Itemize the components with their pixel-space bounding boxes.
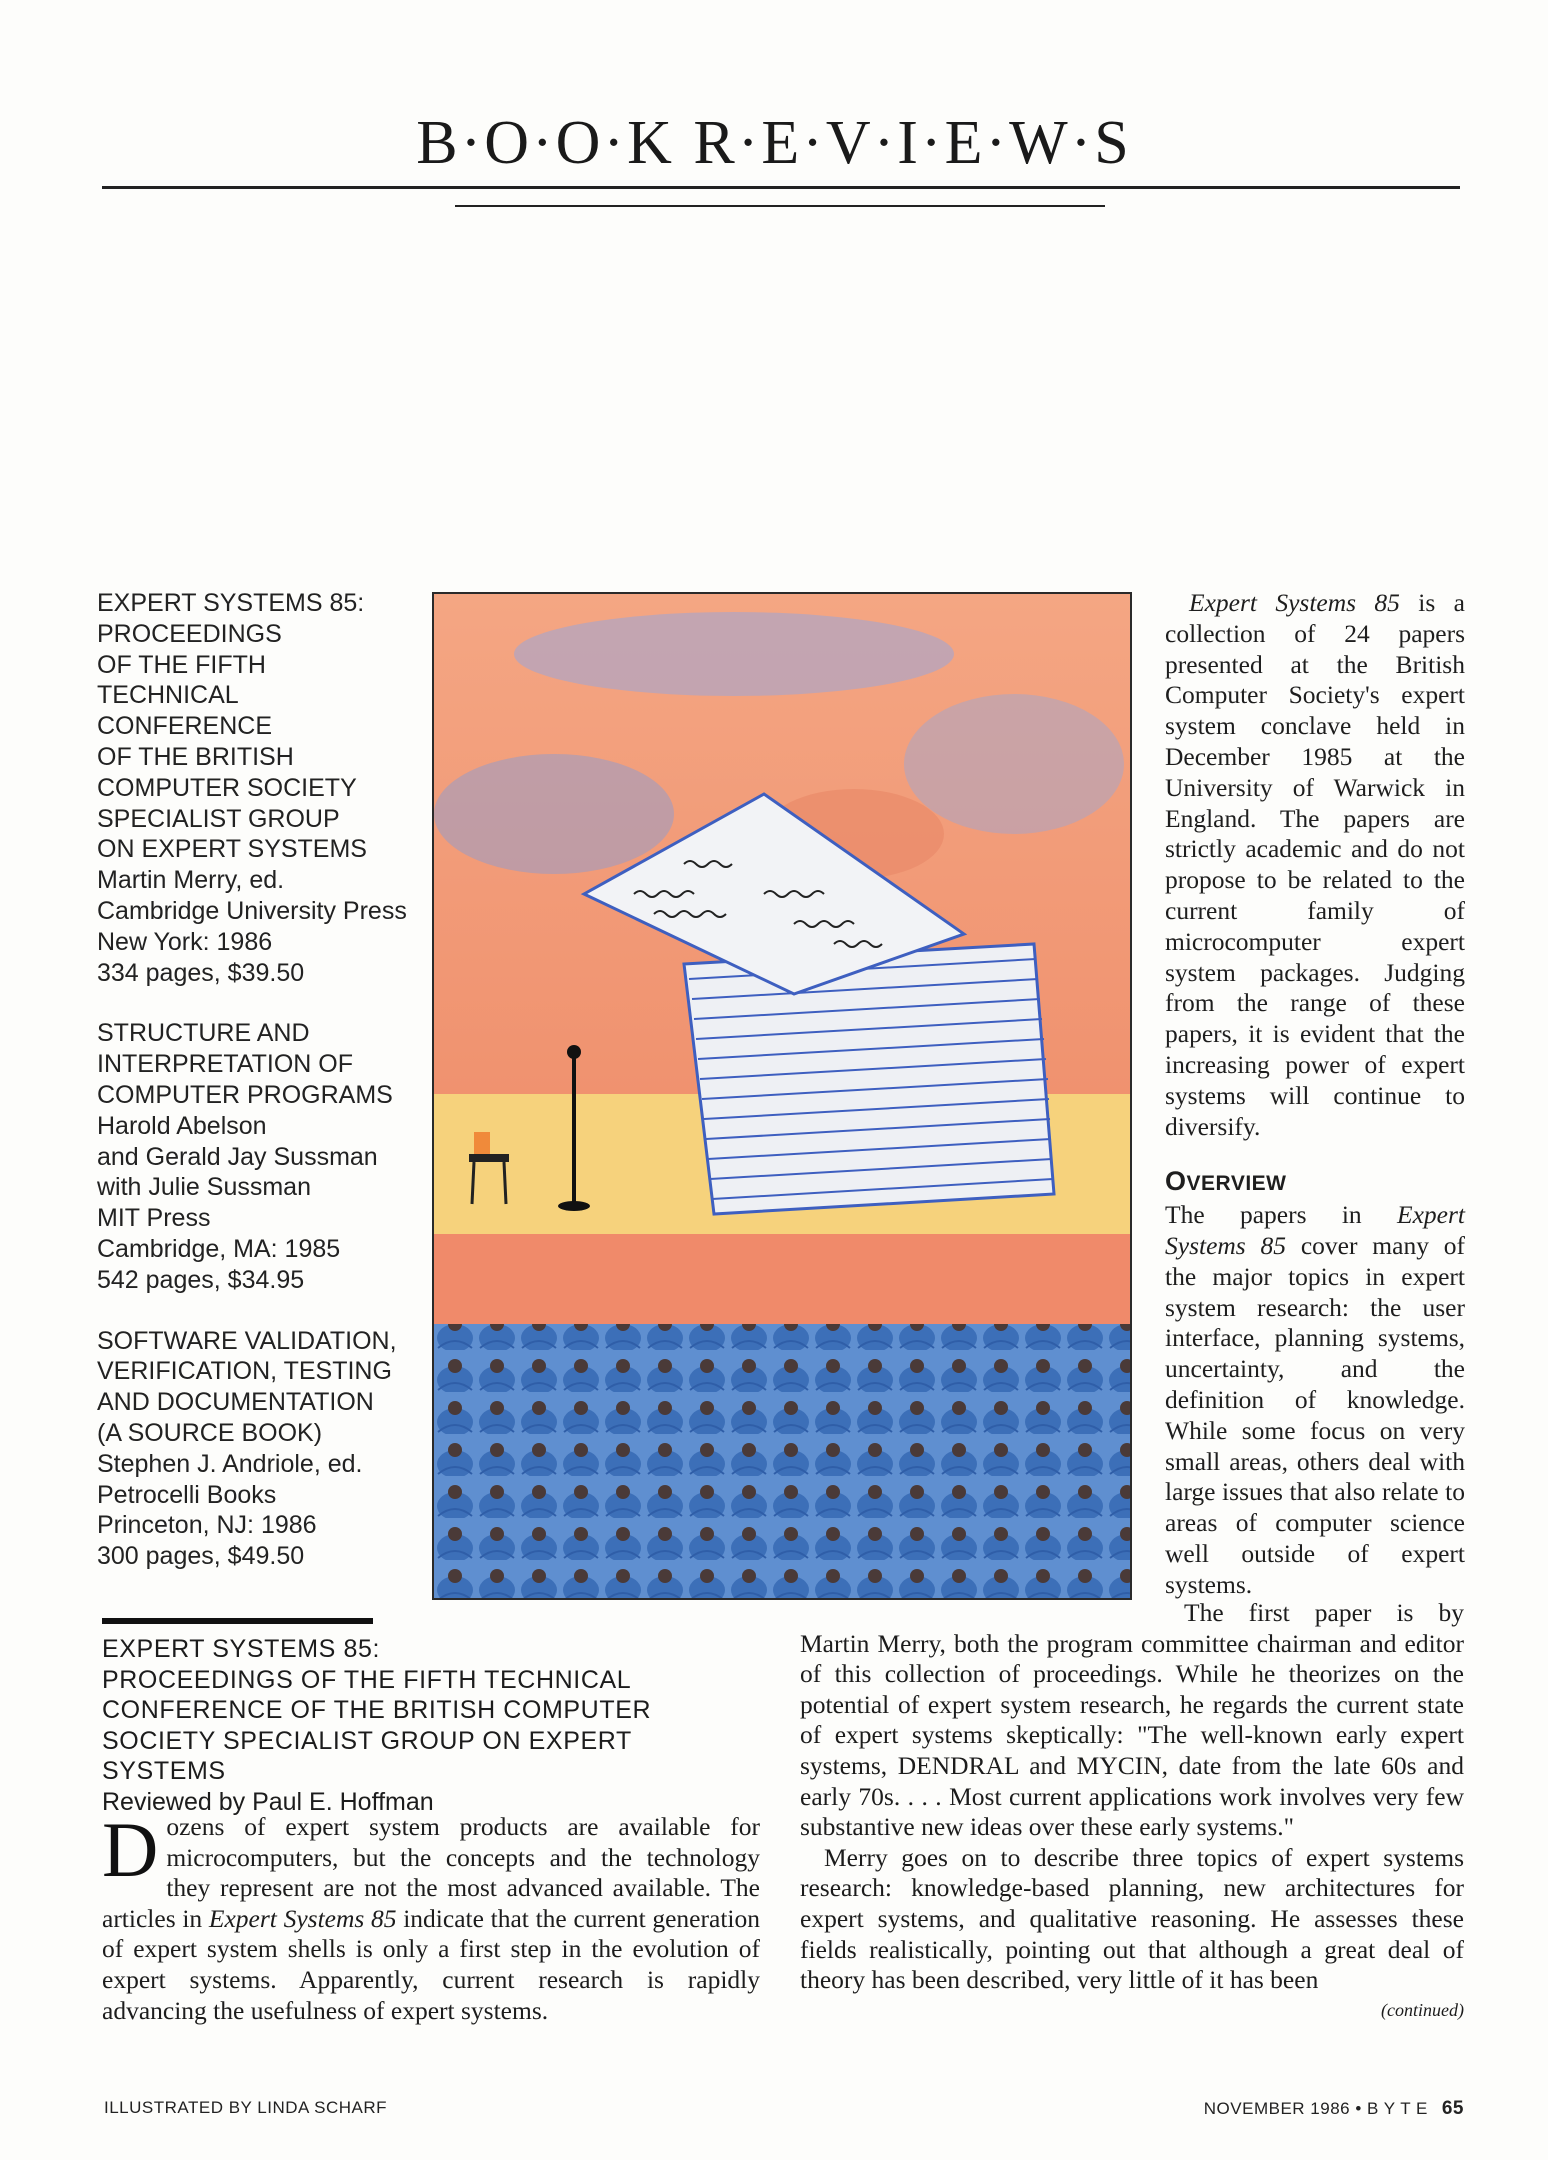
header-rule — [102, 186, 1460, 189]
reviewer-byline: Reviewed by Paul E. Hoffman — [102, 1787, 434, 1816]
book-line: MIT Press — [97, 1204, 211, 1233]
review-body — [102, 1806, 760, 2026]
book-list — [97, 588, 427, 1602]
book-line: COMPUTER SOCIETY — [97, 773, 357, 802]
book-line: ON EXPERT SYSTEMS — [97, 835, 367, 864]
book-line: SOFTWARE VALIDATION, — [97, 1326, 397, 1355]
page-number: 65 — [1441, 2098, 1464, 2119]
book-line: COMPUTER PROGRAMS — [97, 1080, 393, 1109]
book-line: Cambridge, MA: 1985 — [97, 1234, 341, 1263]
book-line: CONFERENCE — [97, 712, 273, 741]
right-column — [1165, 588, 1465, 1601]
body-paragraph: The first paper is by Martin Merry, both the program committee chairman and editor of this collection of proceedings. While he theorizes on the potential of expert system research, he regards the current state of expert systems skeptically: "The well-known early expert systems, DENDRAL and MYCIN, date from the late 60s and early 70s. . . . Most current applications work involves very few substantive new ideas over these early systems." — [800, 1598, 1464, 1842]
book-line: VERIFICATION, TESTING — [97, 1357, 392, 1386]
book-title-ref: Expert Systems 85 — [1165, 1200, 1465, 1260]
book-line: 334 pages, $39.50 — [97, 958, 305, 987]
book-entry — [97, 1018, 427, 1295]
paper-stack — [684, 944, 1054, 1214]
book-line: New York: 1986 — [97, 927, 273, 956]
book-line: SPECIALIST GROUP — [97, 804, 340, 833]
review-paragraph — [102, 1806, 760, 2026]
book-line: AND DOCUMENTATION — [97, 1388, 374, 1417]
illustrator-credit: ILLUSTRATED BY LINDA SCHARF — [104, 2098, 388, 2117]
overview-initial: O — [1165, 1166, 1187, 1197]
review-heading-line: SOCIETY SPECIALIST GROUP ON EXPERT SYSTEMS — [102, 1726, 632, 1785]
review-heading — [102, 1634, 762, 1817]
book-line: Stephen J. Andriole, ed. — [97, 1449, 363, 1478]
review-text: ozens of expert system products are available for microcomputers, but the concepts and the technology they represent are not the most advanced available. The articles in — [102, 1812, 760, 1933]
book-title-ref: Expert Systems 85 — [208, 1903, 397, 1933]
book-line: Princeton, NJ: 1986 — [97, 1511, 317, 1540]
book-line: 542 pages, $34.95 — [97, 1265, 305, 1294]
illustration-stage-art — [434, 594, 1132, 1600]
book-line: INTERPRETATION OF — [97, 1050, 354, 1079]
book-line: EXPERT SYSTEMS 85: — [97, 589, 365, 617]
book-line: Petrocelli Books — [97, 1480, 277, 1509]
book-line: 300 pages, $49.50 — [97, 1542, 305, 1571]
continued-marker: (continued) — [1381, 1999, 1464, 2020]
header-subrule — [455, 205, 1105, 207]
book-line: Martin Merry, ed. — [97, 866, 285, 895]
review-text: indicate that the current generation of expert system shells is only a first step in the evolution of expert systems. Apparently, current research is rapidly advancing the usefulness of expert systems. — [102, 1903, 760, 2025]
overview-heading — [1165, 1166, 1465, 1200]
review-heading-line: CONFERENCE OF THE BRITISH COMPUTER — [102, 1696, 652, 1724]
book-entry — [97, 1326, 427, 1572]
book-line: (A SOURCE BOOK) — [97, 1418, 323, 1447]
book-line: PROCEEDINGS — [97, 619, 282, 648]
intro-text: is a collection of 24 papers presented at the British Computer Society's expert system conclave held in December 1985 at the University of Warwick in England. The papers are strictly academic and do not propose to be related to the current family of microcomputer expert system packages. Judging from the range of these papers, it is evident that the increasing power of expert systems will continue to diversify. — [1165, 588, 1465, 1141]
book-entry — [97, 588, 427, 988]
book-line: Harold Abelson — [97, 1111, 267, 1140]
page-title: B·O·O·K R·E·V·I·E·W·S — [416, 109, 1132, 177]
overview-paragraph — [1165, 1200, 1465, 1600]
drop-cap: D — [102, 1806, 159, 1893]
overview-pre: The papers in — [1165, 1200, 1398, 1230]
book-line: with Julie Sussman — [97, 1173, 311, 1202]
book-line: STRUCTURE AND — [97, 1019, 310, 1048]
issue-info: NOVEMBER 1986 • B Y T E — [1203, 2099, 1428, 2118]
book-line: and Gerald Jay Sussman — [97, 1142, 378, 1171]
body-paragraph: Merry goes on to describe three topics of expert systems research: knowledge-based planning, new architectures for expert systems, and qualitative reasoning. He assesses these fields realistically, pointing out that although a great deal of theory has been described, very little of it has been — [800, 1842, 1464, 1995]
review-heading-line: EXPERT SYSTEMS 85: — [102, 1635, 381, 1663]
illustration — [432, 592, 1132, 1600]
book-line: OF THE BRITISH — [97, 742, 294, 771]
book-line: OF THE FIFTH — [97, 650, 266, 679]
review-heading-line: PROCEEDINGS OF THE FIFTH TECHNICAL — [102, 1665, 632, 1694]
overview-rest: VERVIEW — [1186, 1172, 1287, 1196]
book-title-ref: Expert Systems 85 — [1189, 588, 1400, 617]
book-line: TECHNICAL — [97, 681, 239, 710]
overview-post: cover many of the major topics in expert system research: the user interface, planning systems, uncertainty, and the definition of knowledge. While some focus on very small areas, others deal with large issues that also relate to areas of computer science well outside of expert systems. — [1165, 1230, 1465, 1599]
page-footer — [1204, 2098, 1464, 2120]
book-line: Cambridge University Press — [97, 896, 407, 925]
continuation-column — [800, 1598, 1464, 2024]
section-rule — [102, 1618, 373, 1624]
intro-paragraph — [1165, 588, 1465, 1142]
